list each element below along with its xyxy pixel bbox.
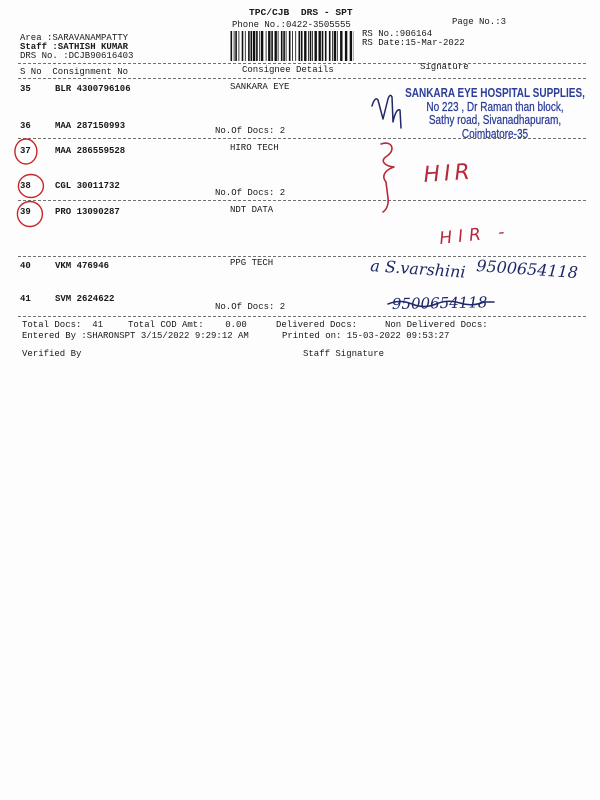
barcode-bar [292,31,293,61]
barcode-bar [301,31,303,61]
barcode-bar [319,31,321,61]
barcode-bar [242,31,244,61]
printed-on: Printed on: 15-03-2022 09:53:27 [282,331,450,341]
row-serial-number: 39 [20,207,31,217]
column-header-consignee: Consignee Details [242,65,334,75]
barcode-bar [310,31,312,61]
stamp-line: SANKARA EYE HOSPITAL SUPPLIES, [405,86,585,100]
rs-number: RS No.:906164 [362,29,433,39]
company-stamp [403,87,587,141]
total-cod-amount: Total COD Amt: 0.00 [128,320,247,330]
barcode-bar [281,31,283,61]
barcode-bar [325,31,327,61]
document-count: No.Of Docs: 2 [215,302,286,312]
row-serial-number: 35 [20,84,31,94]
barcode-bar [231,31,233,61]
divider [18,256,586,257]
barcode-bar [248,31,250,61]
row-serial-number: 40 [20,261,31,271]
staff-field: Staff :SATHISH KUMAR [20,42,129,52]
table-row [0,181,600,198]
handwritten-note-row-37: HIR [422,159,475,188]
barcode-bar [235,31,237,61]
barcode-bar [332,31,333,61]
consignee-name: PPG TECH [230,258,274,268]
consignment-number: SVM 2624622 [55,294,115,304]
row-serial-number: 37 [20,146,31,156]
document-title: TPC/CJB DRS - SPT [249,7,353,18]
barcode-bar [259,31,260,61]
barcode-bar [278,31,279,61]
stamp-line: No 223 , Dr Raman than block, [426,99,564,114]
barcode [229,31,356,61]
barcode-bar [286,31,287,61]
stamp-line: Coimbatore-35 [461,126,529,141]
barcode-bar [322,31,324,61]
barcode-bar [304,31,306,61]
consignment-number: PRO 13090287 [55,207,120,217]
barcode-bar [245,31,246,61]
row-serial-number: 38 [20,181,31,191]
barcode-bar [345,31,347,61]
table-row [0,294,600,312]
handwritten-struck-phone: 9500654118 [391,293,488,313]
stamp-line: Sathy road, Sivanadhapuram, [428,113,562,127]
table-row [0,143,600,158]
document-count: No.Of Docs: 2 [215,188,286,198]
table-row [0,207,600,219]
consignment-number: VKM 476946 [55,261,110,271]
barcode-bar [334,31,336,61]
barcode-bar [329,31,331,61]
total-docs: Total Docs: 41 [22,320,104,330]
consignee-name: SANKARA EYE [230,82,290,92]
divider [18,316,586,317]
consignment-number: MAA 286559528 [55,146,126,156]
consignment-number: BLR 4300796106 [55,84,131,94]
barcode-bar [271,31,273,61]
barcode-bar [251,31,253,61]
consignee-name: NDT DATA [230,205,274,215]
column-header-sno-consignment: S No Consignment No [20,67,129,77]
entered-by: Entered By :SHARONSPT 3/15/2022 9:29:12 AM [22,331,249,341]
barcode-bar [299,31,301,61]
consignment-number: CGL 30011732 [55,181,120,191]
area-field: Area :SARAVANAMPATTY [20,33,129,43]
barcode-bar [312,31,313,61]
barcode-bar [315,31,317,61]
non-delivered-docs: Non Delivered Docs: [385,320,488,330]
document-count: No.Of Docs: 2 [215,126,286,136]
barcode-bar [268,31,270,61]
page-number: Page No.:3 [452,17,507,27]
barcode-bar [337,31,338,61]
barcode-bar [289,31,291,61]
divider [18,78,586,79]
consignee-name: HIRO TECH [230,143,279,153]
handwritten-note-row-39: HIR - [438,221,512,249]
row-serial-number: 36 [20,121,31,131]
barcode-bar [308,31,309,61]
barcode-bar [239,31,240,61]
delivered-docs: Delivered Docs: [276,320,358,330]
divider [18,63,586,64]
barcode-bar [283,31,285,61]
barcode-bar [350,31,352,61]
rs-date: RS Date:15-Mar-2022 [362,38,465,48]
barcode-bar [253,31,255,61]
handwritten-receiver-name: a S.varshini [369,256,467,282]
barcode-bar [234,31,235,61]
verified-by-label: Verified By [22,349,82,359]
drs-number: DRS No. :DCJB90616403 [20,51,134,61]
barcode-bar [266,31,267,61]
barcode-bar [261,31,263,61]
barcode-bar [295,31,296,61]
staff-signature-label: Staff Signature [303,349,385,359]
handwritten-receiver-phone: 9500654118 [475,256,579,283]
barcode-bar [275,31,277,61]
phone-number: Phone No.:0422-3505555 [232,20,351,30]
divider [18,200,586,201]
barcode-bar [340,31,342,61]
column-header-signature: Signature [420,62,469,72]
barcode-bar [256,31,258,61]
row-serial-number: 41 [20,294,31,304]
consignment-number: MAA 287150993 [55,121,126,131]
